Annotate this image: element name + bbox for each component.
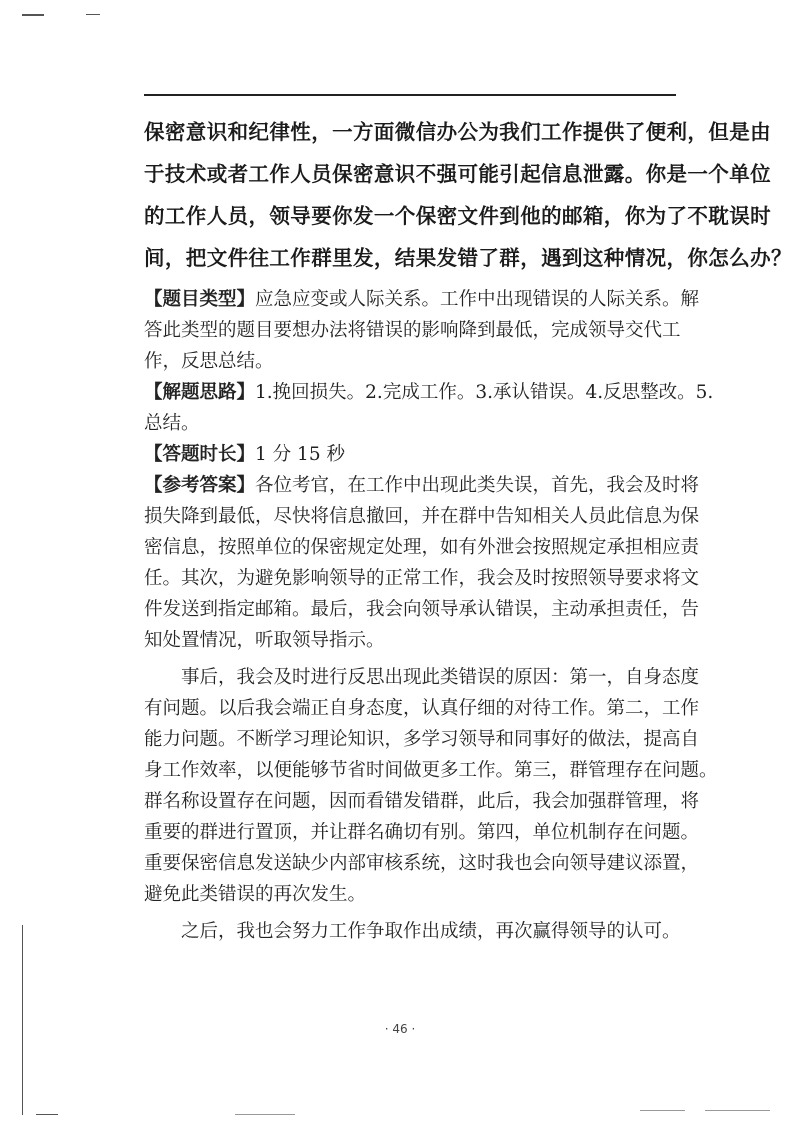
type-text: 应急应变或人际关系。工作中出现错误的人际关系。解: [255, 289, 700, 310]
paragraph-line: 能力问题。不断学习理论知识，多学习领导和同事好的做法，提高自: [144, 729, 700, 750]
scan-artifact: [705, 1110, 770, 1111]
paragraph-line: 事后，我会及时进行反思出现此类错误的原因：第一，自身态度: [181, 667, 700, 688]
reference-title: 【参考答案】: [144, 475, 256, 496]
approach-text: 总结。: [144, 413, 200, 434]
reflection-paragraph: [144, 662, 718, 910]
paragraph-line: 之后，我也会努力工作争取作出成绩，再次赢得领导的认可。: [181, 921, 681, 942]
question-line: 于技术或者工作人员保密意识不强可能引起信息泄露。你是一个单位: [144, 162, 771, 186]
answer-block: [144, 284, 718, 947]
time-value: 1 分 15 秒: [255, 444, 345, 465]
time-section: [144, 439, 689, 470]
header-rule: [144, 94, 676, 96]
question-line: 保密意识和纪律性，一方面微信办公为我们工作提供了便利，但是由: [144, 120, 771, 144]
approach-section: [144, 377, 714, 439]
closing-paragraph: [144, 916, 689, 947]
reference-text: 知处置情况，听取领导指示。: [144, 630, 385, 651]
reference-text: 各位考官，在工作中出现此类失误，首先，我会及时将: [255, 475, 700, 496]
reference-text: 密信息，按照单位的保密规定处理，如有外泄会按照规定承担相应责: [144, 537, 700, 558]
scan-artifact: [36, 1114, 58, 1115]
approach-title: 【解题思路】: [144, 382, 256, 403]
reference-section: [144, 470, 700, 656]
paragraph-line: 重要的群进行置顶，并让群名确切有别。第四，单位机制存在问题。: [144, 822, 700, 843]
approach-text: 1.挽回损失。2.完成工作。3.承认错误。4.反思整改。5.: [255, 382, 714, 403]
type-text: 作，反思总结。: [144, 351, 274, 372]
reference-text: 件发送到指定邮箱。最后，我会向领导承认错误，主动承担责任，告: [144, 599, 700, 620]
scan-artifact: [640, 1110, 685, 1111]
paragraph-line: 有问题。以后我会端正自身态度，认真仔细的对待工作。第二，工作: [144, 698, 700, 719]
reference-text: 任。其次，为避免影响领导的正常工作，我会及时按照领导要求将文: [144, 568, 700, 589]
type-section: [144, 284, 700, 377]
question-text: [144, 120, 792, 290]
scan-artifact: [235, 1114, 295, 1115]
time-title: 【答题时长】: [144, 444, 256, 465]
type-title: 【题目类型】: [144, 289, 256, 310]
paragraph-line: 身工作效率，以便能够节省时间做更多工作。第三，群管理存在问题。: [144, 760, 718, 781]
paragraph-line: 避免此类错误的再次发生。: [144, 884, 367, 905]
paragraph-line: 重要保密信息发送缺少内部审核系统，这时我也会向领导建议添置，: [144, 853, 700, 874]
scan-artifact: [22, 14, 44, 16]
page-number: · 46 ·: [384, 1022, 416, 1036]
scan-artifact: [86, 14, 100, 15]
type-text: 答此类型的题目要想办法将错误的影响降到最低，完成领导交代工: [144, 320, 681, 341]
question-line: 的工作人员，领导要你发一个保密文件到他的邮箱，你为了不耽误时: [144, 204, 771, 228]
question-line: 间，把文件往工作群里发，结果发错了群，遇到这种情况，你怎么办？: [144, 246, 792, 270]
paragraph-line: 群名称设置存在问题，因而看错发错群，此后，我会加强群管理，将: [144, 791, 700, 812]
reference-text: 损失降到最低，尽快将信息撤回，并在群中告知相关人员此信息为保: [144, 506, 700, 527]
scan-artifact: [22, 925, 23, 1115]
